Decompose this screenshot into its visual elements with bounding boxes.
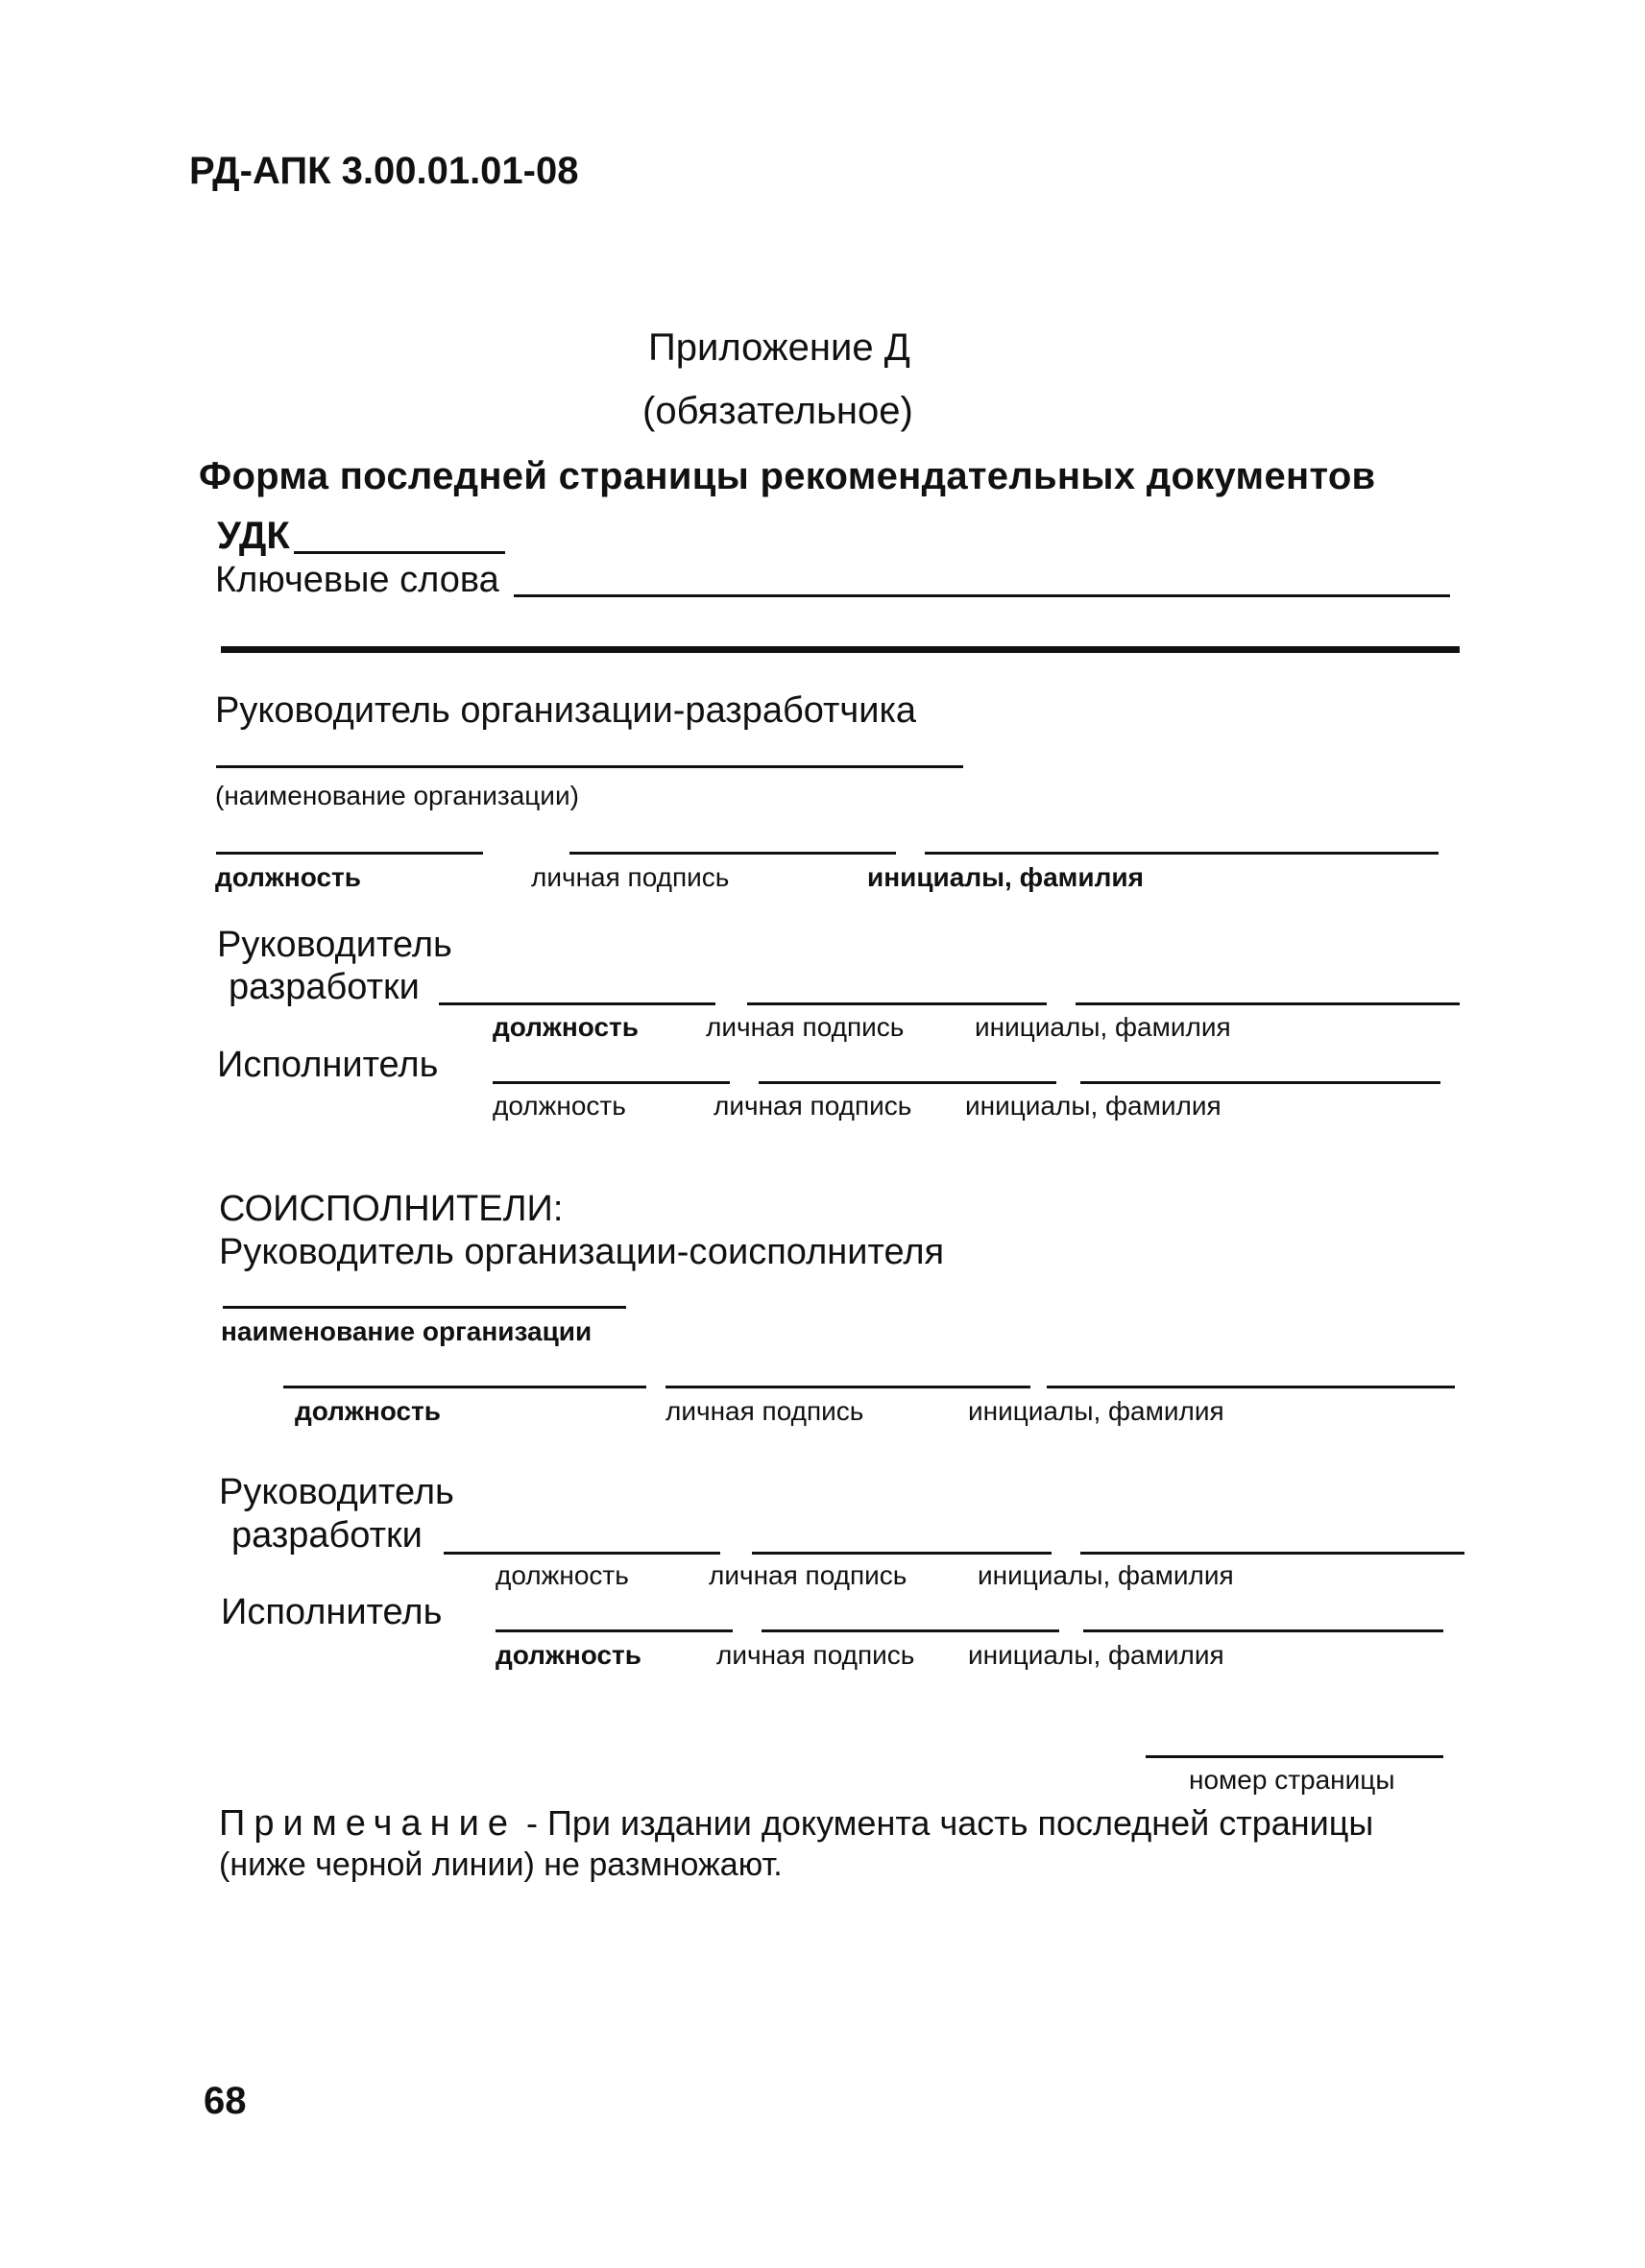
- coexecutor-head-signature-caption: личная подпись: [665, 1396, 864, 1426]
- developer-org-name-caption: (наименование организации): [215, 781, 579, 810]
- developer-executor-name-line: [1080, 1081, 1440, 1084]
- developer-head-name-line: [925, 852, 1439, 855]
- developer-dev-head-label-line2: разработки: [229, 967, 420, 1007]
- page-number-field-line: [1146, 1755, 1443, 1758]
- keywords-field-line: [514, 594, 1450, 597]
- coexecutor-dev-head-name-caption: инициалы, фамилия: [978, 1560, 1234, 1590]
- developer-dev-head-name-line: [1076, 1002, 1460, 1005]
- coexecutor-head-position-caption: должность: [295, 1396, 441, 1426]
- footer-page-number: 68: [204, 2080, 247, 2122]
- note-text-line2: (ниже черной линии) не размножают.: [219, 1846, 783, 1883]
- udk-field-line: [294, 551, 505, 554]
- appendix-status: (обязательное): [642, 390, 913, 432]
- developer-dev-head-name-caption: инициалы, фамилия: [975, 1012, 1231, 1042]
- coexecutor-executor-label: Исполнитель: [221, 1592, 443, 1632]
- appendix-title: Приложение Д: [648, 326, 910, 369]
- coexecutor-dev-head-label-line2: разработки: [231, 1515, 423, 1556]
- coexecutor-head-name-line: [1047, 1386, 1455, 1388]
- coexecutor-head-signature-line: [665, 1386, 1030, 1388]
- developer-dev-head-label-line1: Руководитель: [217, 925, 452, 965]
- coexecutor-dev-head-signature-line: [752, 1552, 1052, 1555]
- developer-head-position-line: [216, 852, 483, 855]
- coexecutor-executor-name-line: [1083, 1629, 1443, 1632]
- coexecutor-dev-head-name-line: [1080, 1552, 1464, 1555]
- developer-head-position-caption: должность: [215, 862, 361, 892]
- coexecutor-dev-head-position-caption: должность: [496, 1560, 629, 1590]
- coexecutor-dev-head-position-line: [444, 1552, 720, 1555]
- developer-executor-label: Исполнитель: [217, 1045, 439, 1085]
- coexecutor-executor-name-caption: инициалы, фамилия: [968, 1640, 1224, 1670]
- coexecutor-org-head-label: Руководитель организации-соисполнителя: [219, 1232, 945, 1272]
- coexecutor-head-name-caption: инициалы, фамилия: [968, 1396, 1224, 1426]
- udk-label: УДК: [217, 515, 290, 557]
- developer-head-signature-caption: личная подпись: [531, 862, 730, 892]
- coexecutor-org-name-line: [223, 1306, 626, 1309]
- developer-executor-signature-caption: личная подпись: [714, 1091, 912, 1121]
- developer-executor-name-caption: инициалы, фамилия: [965, 1091, 1222, 1121]
- developer-dev-head-position-caption: должность: [493, 1012, 639, 1042]
- developer-dev-head-signature-line: [747, 1002, 1047, 1005]
- developer-org-name-line: [216, 765, 963, 768]
- document-code: РД-АПК 3.00.01.01-08: [189, 150, 579, 192]
- developer-executor-signature-line: [759, 1081, 1056, 1084]
- note-text-line1: - При издании документа часть последней страницы: [516, 1803, 1374, 1843]
- coexecutor-dev-head-signature-caption: личная подпись: [709, 1560, 907, 1590]
- coexecutor-head-position-line: [283, 1386, 646, 1388]
- developer-executor-position-caption: должность: [493, 1091, 626, 1121]
- note-line1: [219, 1805, 1373, 1842]
- coexecutor-executor-position-caption: должность: [496, 1640, 641, 1670]
- coexecutor-dev-head-label-line1: Руководитель: [219, 1472, 454, 1512]
- coexecutor-executor-signature-line: [762, 1629, 1059, 1632]
- page-number-caption: номер страницы: [1189, 1765, 1395, 1795]
- coexecutor-executor-signature-caption: личная подпись: [716, 1640, 915, 1670]
- developer-executor-position-line: [493, 1081, 730, 1084]
- coexecutor-executor-position-line: [496, 1629, 733, 1632]
- coexecutor-org-name-caption: наименование организации: [221, 1316, 593, 1346]
- developer-head-name-caption: инициалы, фамилия: [867, 862, 1144, 892]
- developer-head-signature-line: [569, 852, 896, 855]
- keywords-label: Ключевые слова: [215, 560, 499, 600]
- form-title: Форма последней страницы рекомендательных документов: [199, 455, 1376, 497]
- coexecutors-section-label: СОИСПОЛНИТЕЛИ:: [219, 1189, 564, 1229]
- developer-dev-head-position-line: [439, 1002, 715, 1005]
- note-label: Примечание: [219, 1803, 517, 1844]
- developer-org-head-label: Руководитель организации-разработчика: [215, 690, 917, 731]
- black-separator-line: [221, 646, 1460, 653]
- developer-dev-head-signature-caption: личная подпись: [706, 1012, 905, 1042]
